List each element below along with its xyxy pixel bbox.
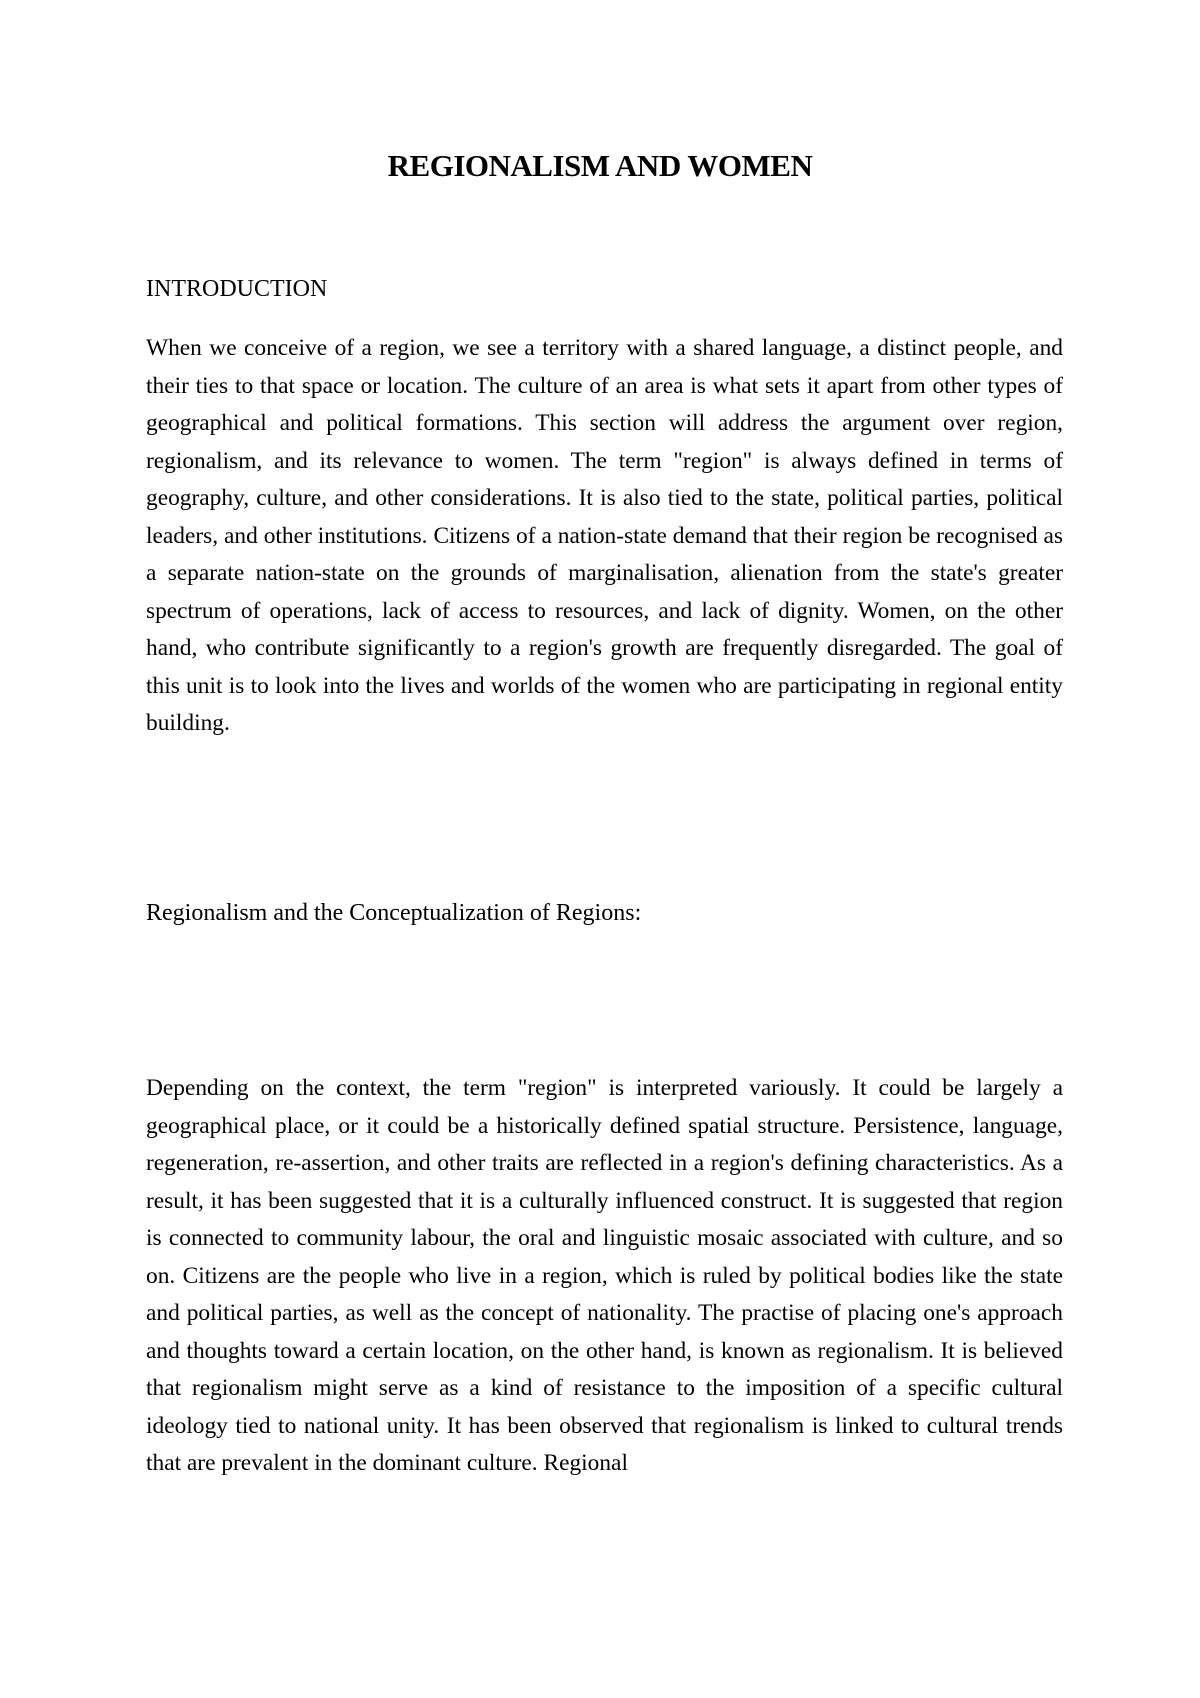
introduction-paragraph: When we conceive of a region, we see a territory with a shared language, a distinct people, and their ties to that space or location. The culture of an area is what sets it apart from other types of geographical and political formations. This section will address the argument over region, regionalism, and its relevance to women. The term "region" is always defined in terms of geography, culture, and other considerations. It is also tied to the state, political parties, political leaders, and other institutions. Citizens of a nation-state demand that their region be recognised as a separate nation-state on the grounds of marginalisation, alienation from the state's greater spectrum of operations, lack of access to resources, and lack of dignity. Women, on the other hand, who contribute significantly to a region's growth are frequently disregarded. The goal of this unit is to look into the lives and worlds of the women who are participating in regional entity building. [146,335,1063,736]
document-title: REGIONALISM AND WOMEN [387,148,813,183]
section-heading-introduction: INTRODUCTION [146,276,328,302]
section-heading-conceptualization: Regionalism and the Conceptualization of Regions: [146,900,642,926]
conceptualization-paragraph: Depending on the context, the term "region" is interpreted variously. It could be largely a geographical place, or it could be a historically defined spatial structure. Persistence, language, regeneration, re-assertion, and other traits are reflected in a region's defining characteristics. As a result, it has been suggested that it is a culturally influenced construct. It is suggested that region is connected to community labour, the oral and linguistic mosaic associated with culture, and so on. Citizens are the people who live in a region, which is ruled by political bodies like the state and political parties, as well as the concept of nationality. The practise of placing one's approach and thoughts toward a certain location, on the other hand, is known as regionalism. It is believed that regionalism might serve as a kind of resistance to the imposition of a specific cultural ideology tied to national unity. It has been observed that regionalism is linked to cultural trends that are prevalent in the dominant culture. Regional [146,1075,1063,1476]
